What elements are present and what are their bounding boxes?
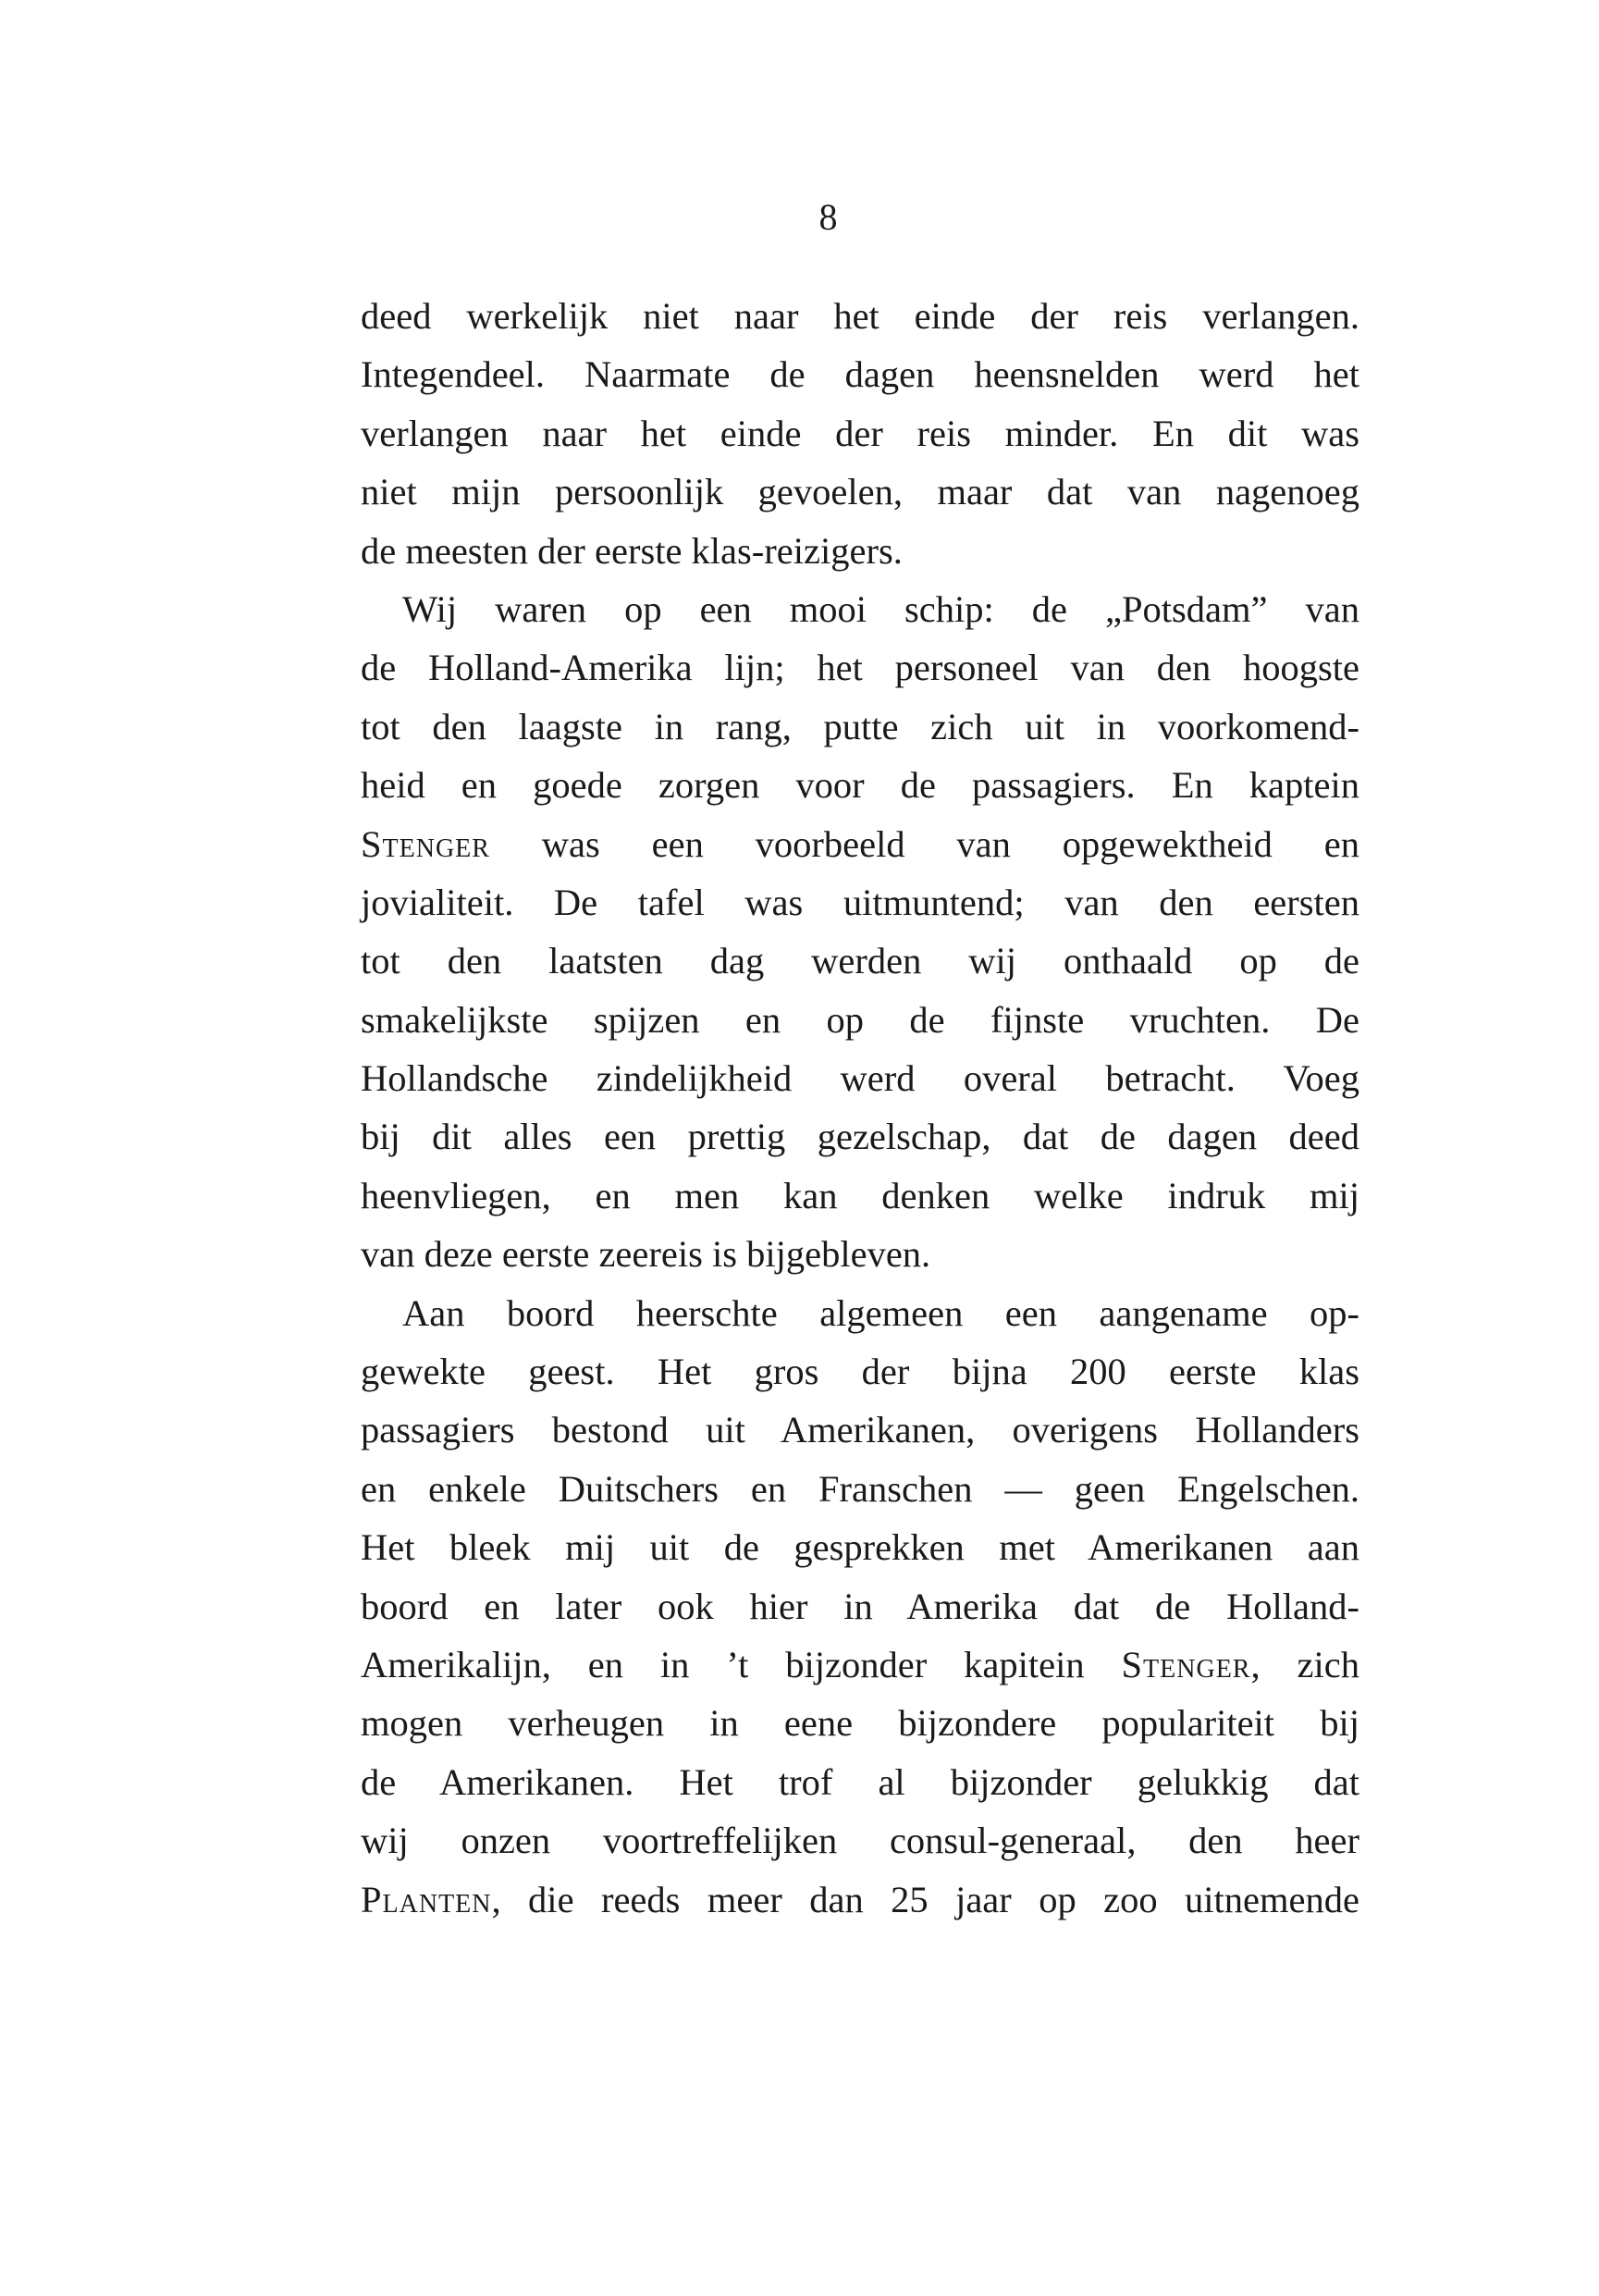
name-stenger: Stenger (1121, 1643, 1251, 1685)
text-line (361, 1870, 1359, 1929)
text-line: de meesten der eerste klas-reizigers. (361, 529, 903, 572)
body-text (361, 287, 1359, 1929)
text-line: tot den laagste in rang, putte zich uit in voorkomend- (361, 705, 1359, 747)
text-line: en enkele Duitschers en Franschen — geen Engelschen. (361, 1467, 1359, 1510)
name-stenger: Stenger (361, 822, 490, 865)
line-rest: , zich (1250, 1643, 1359, 1685)
text-line: tot den laatsten dag werden wij onthaald op de (361, 940, 1359, 982)
text-line: Hollandsche zindelijkheid werd overal betracht. Voeg (361, 1057, 1359, 1100)
text-line (361, 815, 1359, 873)
line-start: Amerikalijn, en in ’t bijzonder kapitein (361, 1643, 1122, 1685)
line-rest: was een voorbeeld van opgewektheid en (489, 822, 1359, 865)
line-rest: , die reeds meer dan 25 jaar op zoo uitnemende (491, 1878, 1359, 1920)
text-line: Aan boord heerschte algemeen een aangename op- (402, 1291, 1359, 1334)
text-line: passagiers bestond uit Amerikanen, overigens Hollanders (361, 1409, 1359, 1451)
text-line: heenvliegen, en men kan denken welke indruk mij (361, 1174, 1359, 1216)
text-line: de Amerikanen. Het trof al bijzonder gelukkig dat (361, 1760, 1359, 1803)
text-line (361, 1636, 1359, 1694)
text-line: verlangen naar het einde der reis minder. En dit was (361, 412, 1359, 454)
text-line: Integendeel. Naarmate de dagen heensnelden werd het (361, 353, 1359, 396)
text-line: smakelijkste spijzen en op de fijnste vruchten. De (361, 998, 1359, 1041)
text-line: deed werkelijk niet naar het einde der reis verlangen. (361, 295, 1359, 337)
text-line: niet mijn persoonlijk gevoelen, maar dat van nagenoeg (361, 471, 1359, 513)
text-line: bij dit alles een prettig gezelschap, dat de dagen deed (361, 1116, 1359, 1158)
text-line: mogen verheugen in eene bijzondere populariteit bij (361, 1702, 1359, 1745)
text-line: gewekte geest. Het gros der bijna 200 eerste klas (361, 1351, 1359, 1393)
text-line: van deze eerste zeereis is bijgebleven. (361, 1233, 931, 1276)
text-line: wij onzen voortreffelijken consul-generaal, den heer (361, 1820, 1359, 1862)
name-planten: Planten (361, 1878, 492, 1920)
text-line: boord en later ook hier in Amerika dat de Holland- (361, 1585, 1359, 1627)
text-line: jovialiteit. De tafel was uitmuntend; van den eersten (361, 881, 1359, 923)
text-line: de Holland-Amerika lijn; het personeel van den hoogste (361, 647, 1359, 689)
text-line: heid en goede zorgen voor de passagiers. En kaptein (361, 764, 1359, 807)
page-number: 8 (818, 196, 838, 238)
text-line: Wij waren op een mooi schip: de „Potsdam” van (402, 587, 1359, 630)
text-line: Het bleek mij uit de gesprekken met Amerikanen aan (361, 1526, 1359, 1569)
